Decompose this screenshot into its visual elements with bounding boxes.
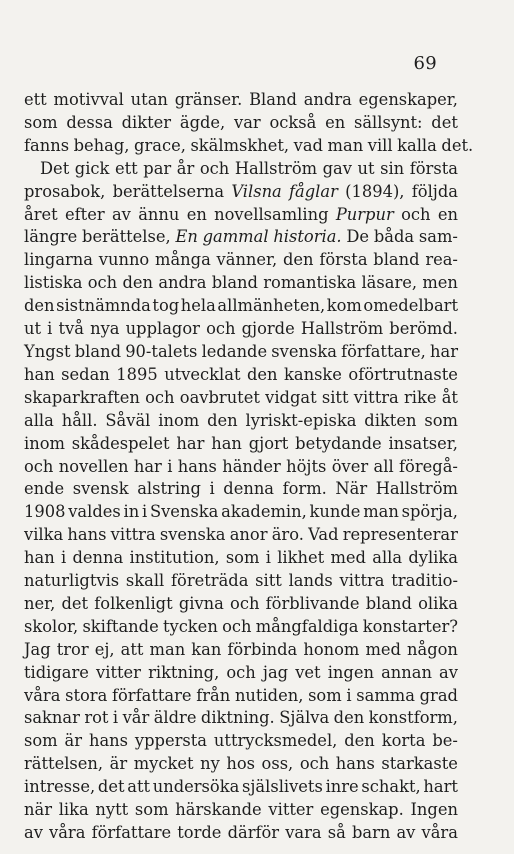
text-line: ende svensk alstring i denna form. När Hallström — [24, 479, 458, 499]
text-line: Jag tror ej, att man kan förbinda honom med någon — [24, 639, 458, 659]
text-line: han sedan 1895 utvecklat den kanske oförtrutnaste — [24, 364, 458, 384]
text-line: den sistnämnda tog hela allmänheten, kom omedelbart — [24, 296, 458, 316]
text-line: ner, det folkenligt givna och förblivande bland olika — [24, 593, 458, 613]
text-line: av våra författare torde därför vara så barn av våra — [24, 823, 458, 842]
text-line: skaparkraften och oavbrutet vidgat sitt vittra rike åt — [24, 387, 458, 407]
text-line: som är hans yppersta uttrycksmedel, den korta be- — [24, 731, 458, 751]
text-line: skolor, skiftande tycken och mångfaldiga konstarter? — [24, 616, 458, 636]
text-line: när lika nytt som härskande vitter egenskap. Ingen — [24, 800, 458, 820]
text-line: Yngst bland 90-talets ledande svenska författare, har — [24, 341, 458, 361]
text-line: året efter av ännu en novellsamling Purpur och en — [24, 204, 458, 224]
text-line: längre berättelse, En gammal historia. De båda sam- — [24, 227, 458, 247]
text-line: inom skådespelet har han gjort betydande insatser, — [24, 433, 458, 453]
text-line: alla håll. Såväl inom den lyriskt-episka dikten som — [24, 410, 458, 430]
text-line: våra stora författare från nutiden, som i samma grad — [24, 685, 458, 705]
text-line: Det gick ett par år och Hallström gav ut sin första — [40, 158, 458, 178]
page-number: 69 — [413, 53, 437, 74]
text-line: prosabok, berättelserna Vilsna fåglar (1894), följda — [24, 181, 458, 201]
text-line: tidigare vitter riktning, och jag vet ingen annan av — [24, 662, 458, 682]
body-text — [24, 89, 474, 845]
text-line: intresse, det att undersöka själslivets inre schakt, hart — [24, 777, 458, 797]
text-line: ut i två nya upplagor och gjorde Hallström berömd. — [24, 319, 458, 339]
text-line: saknar rot i vår äldre diktning. Själva den konstform, — [24, 708, 458, 728]
text-line: naturligtvis skall företräda sitt lands vittra traditio- — [24, 571, 458, 591]
text-line: han i denna institution, som i likhet med alla dylika — [24, 548, 458, 568]
text-line: ett motivval utan gränser. Bland andra egenskaper, — [24, 90, 458, 109]
text-line: 1908 valdes in i Svenska akademin, kunde man spörja, — [24, 502, 458, 522]
text-line: fanns behag, grace, skälmskhet, vad man vill kalla det. — [24, 135, 474, 155]
text-line: listiska och den andra bland romantiska läsare, men — [24, 273, 458, 293]
text-line: och novellen har i hans händer höjts över all föregå- — [24, 456, 458, 476]
text-line: som dessa dikter ägde, var också en sällsynt: det — [24, 112, 458, 132]
text-line: lingarna vunno många vänner, den första bland rea- — [24, 250, 458, 270]
text-line: rättelsen, är mycket ny hos oss, och hans starkaste — [24, 754, 458, 774]
text-line: vilka hans vittra svenska anor äro. Vad representerar — [24, 525, 458, 545]
